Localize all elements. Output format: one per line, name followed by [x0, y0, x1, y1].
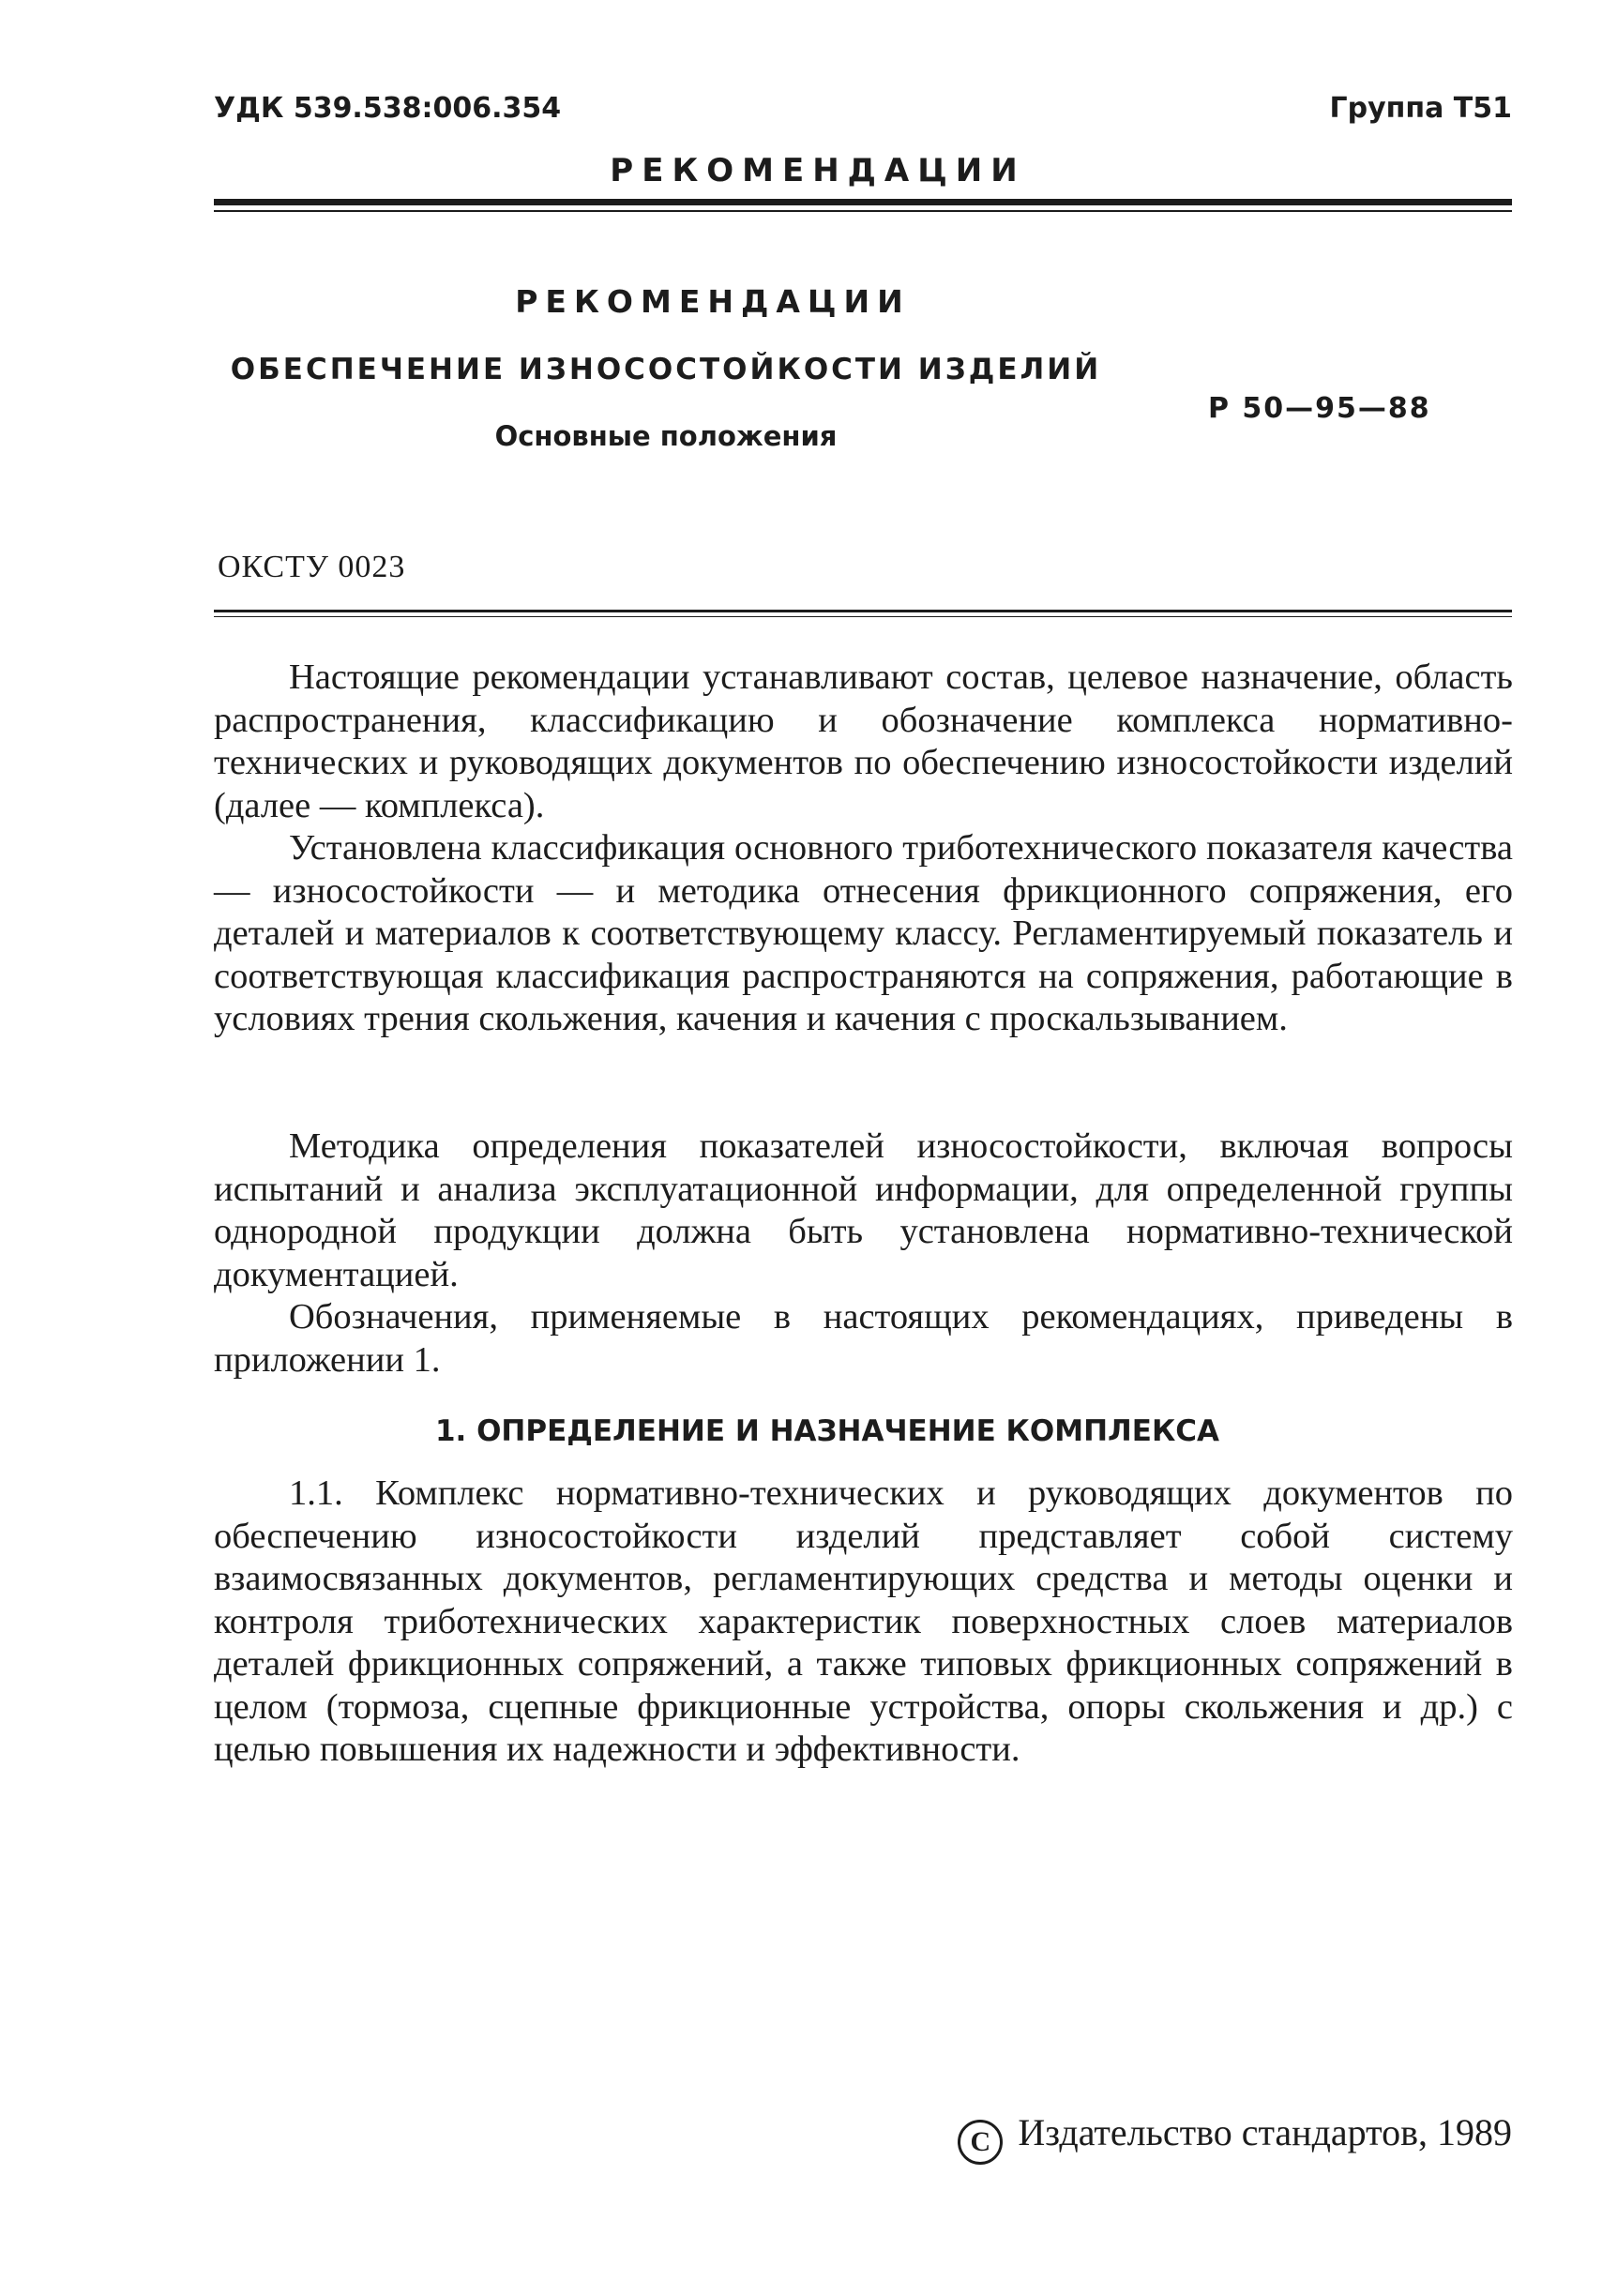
intro-paragraph: Установлена классификация основного триботехнического показателя качества — износостойкости — и методика отнесения фрикционного сопряжения, его деталей и материалов к соответствующему классу. Регламентируемый показатель и соответствующая классификация распространяются на сопряжения, работающие в условиях трения скольжения, качения и качения с проскальзыванием. [214, 828, 1513, 1038]
document-subtitle: Основные положения [494, 420, 838, 452]
header-rule-thick [214, 199, 1512, 205]
document-title: ОБЕСПЕЧЕНИЕ ИЗНОСОСТОЙКОСТИ ИЗДЕЛИЙ [230, 353, 1102, 386]
okstu-rule [214, 610, 1512, 612]
okstu-code: ОКСТУ 0023 [218, 550, 406, 584]
copyright-text: Издательство стандартов, 1989 [1018, 2111, 1512, 2153]
document-kind: РЕКОМЕНДАЦИИ [515, 283, 911, 320]
intro-paragraph: Обозначения, применяемые в настоящих рекомендациях, приведены в приложении 1. [214, 1297, 1513, 1380]
udc-code: УДК 539.538:006.354 [214, 92, 562, 125]
header-section-label: РЕКОМЕНДАЦИИ [610, 152, 1026, 189]
document-designation: Р 50—95—88 [1208, 392, 1431, 425]
intro-paragraph: Методика определения показателей износостойкости, включая вопросы испытаний и анализа эксплуатационной информации, для определенной группы однородной продукции должна быть установлена нормативно-технической документацией. [214, 1126, 1513, 1294]
copyright-line [958, 2110, 1512, 2165]
intro-paragraph: Настоящие рекомендации устанавливают состав, целевое назначение, область распространения, классификацию и обозначение комплекса нормативно-технических и руководящих документов по обеспечению износостойкости изделий (далее — комплекса). [214, 657, 1513, 825]
copyright-icon: С [958, 2120, 1003, 2165]
header-rule-thin [214, 210, 1512, 212]
group-code: Группа Т51 [1329, 92, 1512, 125]
okstu-rule-thin [214, 616, 1512, 617]
section-heading: 1. ОПРЕДЕЛЕНИЕ И НАЗНАЧЕНИЕ КОМПЛЕКСА [434, 1414, 1220, 1448]
section-paragraph: 1.1. Комплекс нормативно-технических и руководящих документов по обеспечению износостойкости изделий представляет собой систему взаимосвязанных документов, регламентирующих средства и методы оценки и контроля триботехнических характеристик поверхностных слоев материалов деталей фрикционных сопряжений, а также типовых фрикционных сопряжений в целом (тормоза, сцепные фрикционные устройства, опоры скольжения и др.) с целью повышения их надежности и эффективности. [214, 1473, 1513, 1769]
